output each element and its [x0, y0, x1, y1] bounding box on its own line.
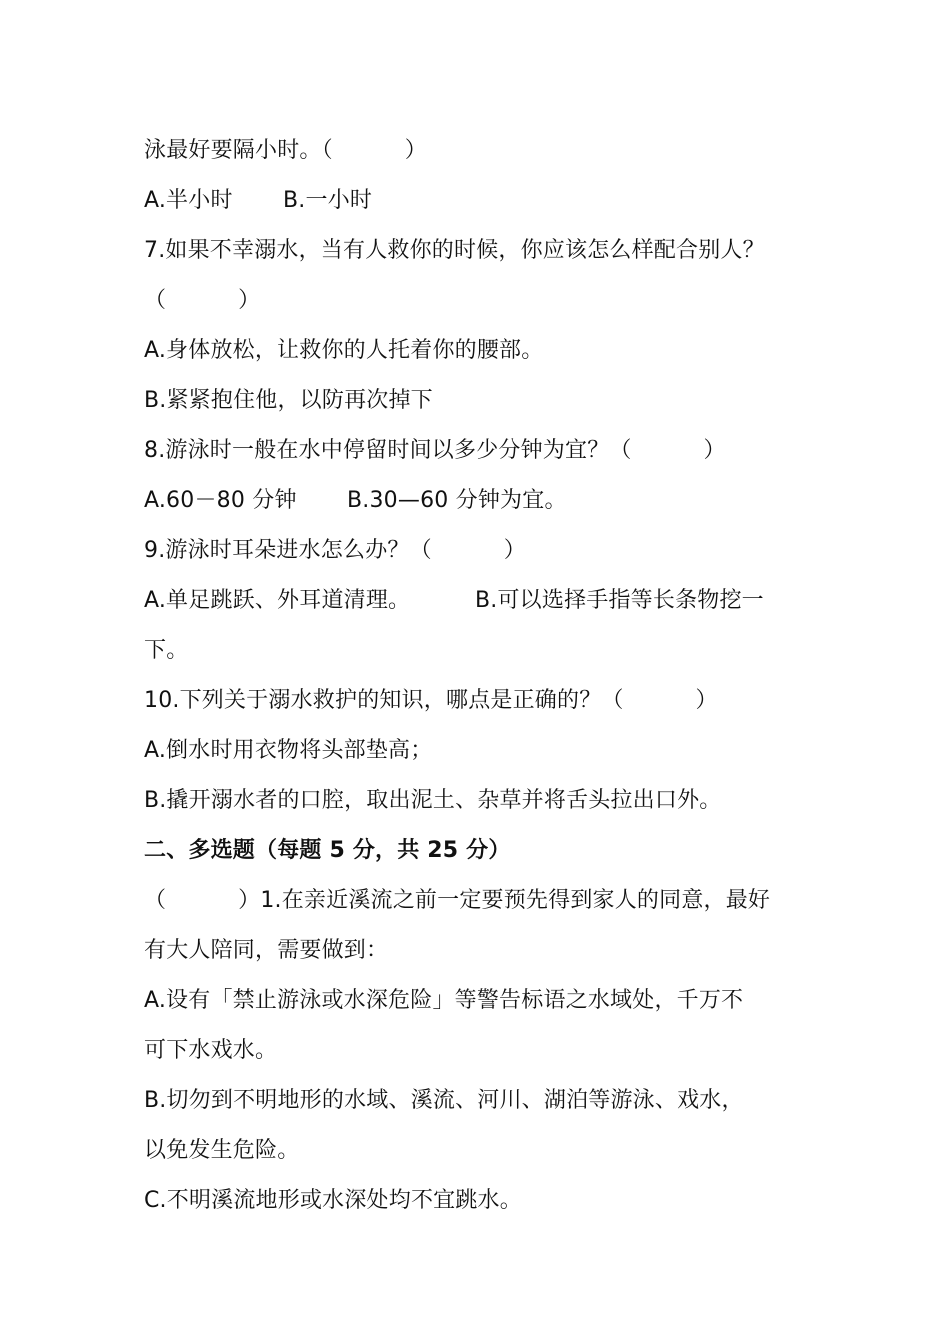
text-line-mc1-continuation: 有大人陪同，需要做到：	[144, 938, 389, 963]
text-line-q9-options-continuation: 下。	[144, 638, 189, 663]
text-line-mc1-option-c: C.不明溪流地形或水深处均不宜跳水。	[144, 1188, 522, 1213]
text-line-mc1: （ ）1.在亲近溪流之前一定要预先得到家人的同意，最好	[144, 888, 771, 913]
text-line-q6-options: A.半小时 B.一小时	[144, 188, 373, 213]
text-line-q8: 8.游泳时一般在水中停留时间以多少分钟为宜？（ ）	[144, 438, 726, 463]
text-line-mc1-option-a-continuation: 可下水戏水。	[144, 1038, 278, 1063]
text-line-q9: 9.游泳时耳朵进水怎么办？（ ）	[144, 538, 526, 563]
text-line-q7-blank: （ ）	[144, 288, 261, 313]
text-line-q10: 10.下列关于溺水救护的知识，哪点是正确的？（ ）	[144, 688, 718, 713]
text-line-q10-option-b: B.撬开溺水者的口腔，取出泥土、杂草并将舌头拉出口外。	[144, 788, 722, 813]
text-line-q6-continuation: 泳最好要隔小时。（ ）	[144, 138, 427, 163]
text-line-q9-options: A.单足跳跃、外耳道清理。 B.可以选择手指等长条物挖一	[144, 588, 764, 613]
text-line-q7: 7.如果不幸溺水，当有人救你的时候，你应该怎么样配合别人？	[144, 238, 765, 263]
section-heading-multiple-choice: 二、多选题（每题 5 分，共 25 分）	[144, 838, 511, 863]
text-line-mc1-option-b: B.切勿到不明地形的水域、溪流、河川、湖泊等游泳、戏水，	[144, 1088, 744, 1113]
text-line-mc1-option-a: A.设有「禁止游泳或水深危险」等警告标语之水域处，千万不	[144, 988, 744, 1013]
text-line-q10-option-a: A.倒水时用衣物将头部垫高；	[144, 738, 433, 763]
text-line-q8-options: A.60－80 分钟 B.30—60 分钟为宜。	[144, 488, 567, 513]
text-line-q7-option-a: A.身体放松，让救你的人托着你的腰部。	[144, 338, 544, 363]
text-line-mc1-option-b-continuation: 以免发生危险。	[144, 1138, 300, 1163]
text-line-q7-option-b: B.紧紧抱住他，以防再次掉下	[144, 388, 433, 413]
